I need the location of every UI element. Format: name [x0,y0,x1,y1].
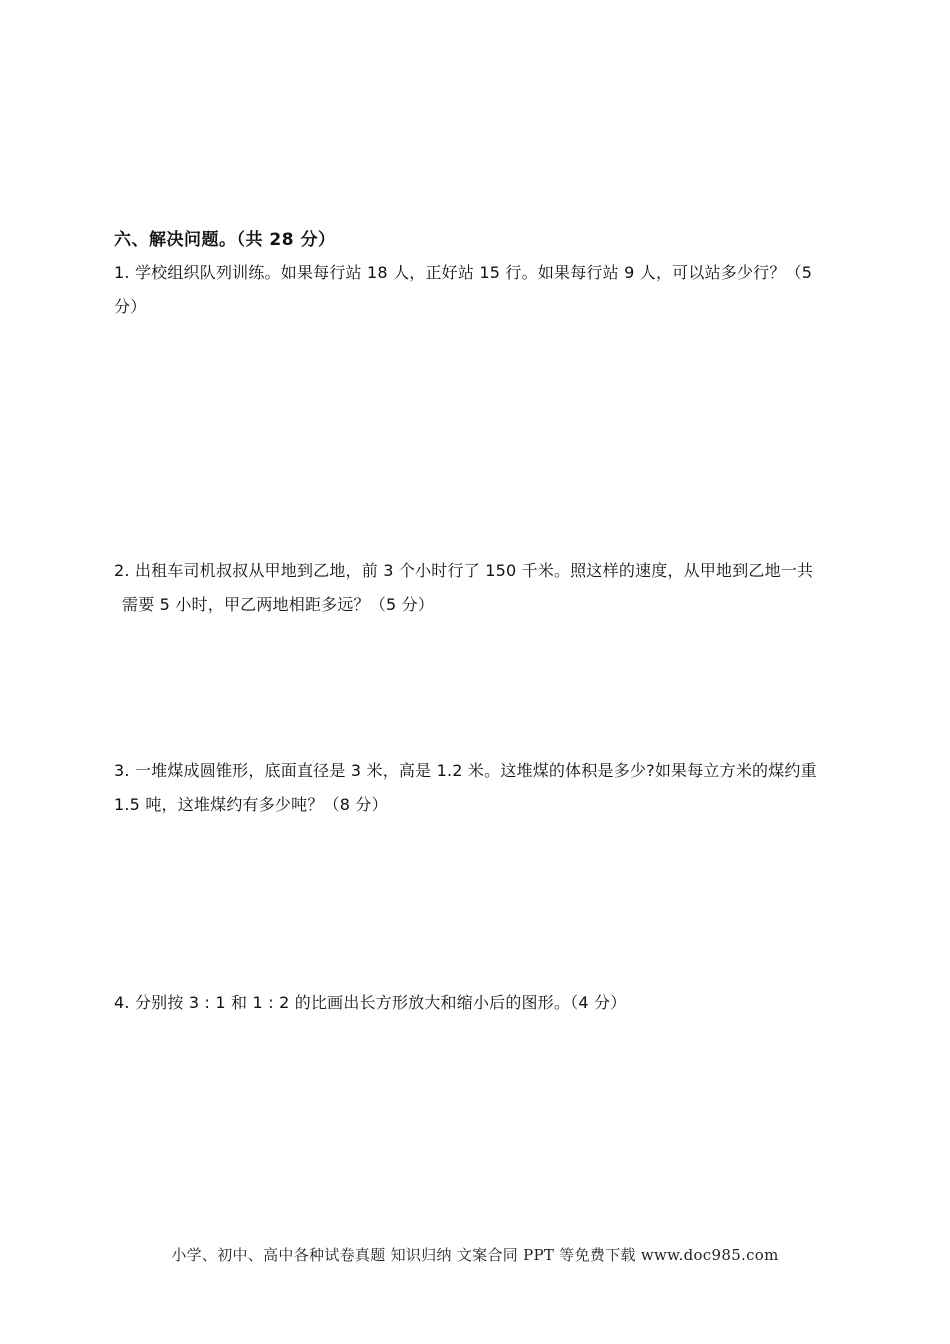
section-title: 六、解决问题。（共 28 分） [114,230,336,250]
question-4 [114,986,839,1020]
question-3-line-2: 1.5 吨，这堆煤约有多少吨？（8 分） [114,795,388,814]
question-4-line-1: 4. 分别按 3 : 1 和 1 : 2 的比画出长方形放大和缩小后的图形。（4 分） [114,993,627,1012]
question-3-line-1: 3. 一堆煤成圆锥形，底面直径是 3 米，高是 1.2 米。这堆煤的体积是多少?如果每立方米的煤约重 [114,761,817,780]
question-2-line-1: 2. 出租车司机叔叔从甲地到乙地，前 3 个小时行了 150 千米。照这样的速度，从甲地到乙地一共 [114,561,814,580]
question-2-line-2: 需要 5 小时，甲乙两地相距多远？（5 分） [122,595,435,614]
question-1-line-1: 1. 学校组织队列训练。如果每行站 18 人，正好站 15 行。如果每行站 9 人，可以站多少行？（5 [114,263,813,282]
question-1-line-2: 分） [114,297,147,316]
question-2 [114,554,839,622]
page-footer: 小学、初中、高中各种试卷真题 知识归纳 文案合同 PPT 等免费下载 www.doc985.com [171,1246,779,1264]
question-3 [114,754,839,822]
question-1 [114,256,839,324]
